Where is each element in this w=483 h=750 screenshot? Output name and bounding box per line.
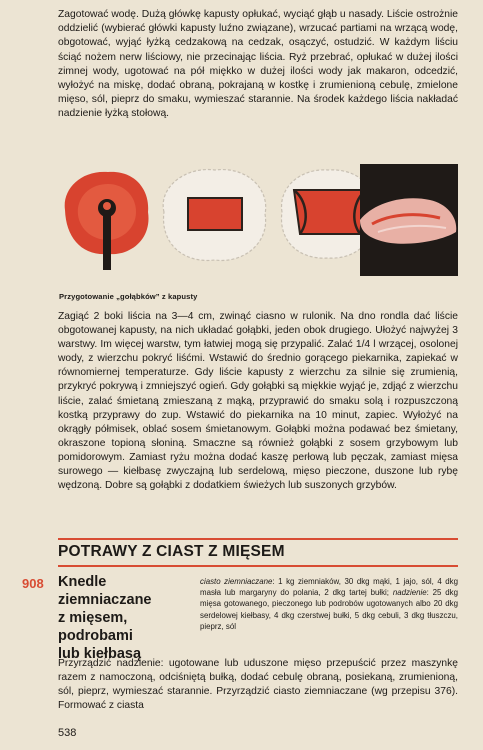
ingredients-label-filling: nadzienie bbox=[392, 588, 427, 598]
section-rule-top bbox=[58, 538, 458, 540]
body-paragraph-3: Przyrządzić nadzienie: ugotowane lub uduszone mięso przepuścić przez maszynkę razem z namoczoną, odciśniętą bułką, dodać cebulę obraną, posiekaną, zrumienioną, sól, pieprz, wymieszać starannie. Przyrządzić ciasto ziemniaczane (wg przepisu 376). Formować z ciasta bbox=[58, 658, 458, 712]
ingredients-label-dough: ciasto ziemniaczane bbox=[200, 577, 273, 586]
ingredients-dough: : 1 kg ziemniaków, 30 dkg mąki, 1 jajo, sól, 4 dkg masła lub margaryny do polania, 2 dkg tartej bułki; bbox=[200, 577, 458, 598]
recipe-title-line: podrobami bbox=[58, 628, 133, 644]
illustration-caption: Przygotowanie „gołąbków” z kapusty bbox=[59, 292, 198, 301]
recipe-title-line: z mięsem, bbox=[58, 610, 128, 626]
recipe-title-line: ziemniaczane bbox=[58, 592, 152, 608]
ingredients-filling: : 25 dkg mięsa gotowanego, pieczonego lub podrobów ugotowanych albo 20 dkg serdelowej kiełbasy, 4 dkg czerstwej bułki, 5 dkg cebuli, 3 dkg tłuszczu, pieprz, sól bbox=[200, 588, 458, 631]
ingredients-list bbox=[200, 576, 458, 632]
step1-cabbage-leaf-with-spoon-icon bbox=[65, 172, 149, 270]
recipe-title-line: Knedle bbox=[58, 574, 107, 590]
step2-leaf-with-filling-icon bbox=[163, 170, 266, 261]
recipe-number: 908 bbox=[22, 576, 44, 591]
section-title: POTRAWY Z CIAST Z MIĘSEM bbox=[58, 543, 285, 560]
step4-rolled-cabbage-icon bbox=[360, 164, 458, 276]
recipe-title bbox=[58, 573, 178, 663]
illustration-strip bbox=[60, 160, 460, 280]
recipe-title-line: lub kiełbasą bbox=[58, 646, 142, 662]
body-paragraph-1: Zagotować wodę. Dużą główkę kapusty opłukać, wyciąć głąb u nasady. Liście ostrożnie oddzielić (wybierać główki kapusty luźno związane), wrzucać partiami na wrzącą wodę, obgotować, wyjąć łyżką cedzakową na cedzak, osączyć, ostudzić. W każdym liściu ściąć nożem nerw liściowy, nie przecinając liścia. Ryż przebrać, opłukać w dużej ilości zimnej wody, ugotować na pół miękko w dużej ilości wody jak makaron, odcedzić, wyłożyć na miskę, dodać obraną, pokrajaną w kostkę i zrumienioną cebulę, zmielone mięso, sól, pieprz do smaku, wymieszać starannie. Na środek każdego liścia nakładać nadzienie łyżką stołową. bbox=[58, 9, 458, 120]
section-rule-bottom bbox=[58, 565, 458, 567]
body-paragraph-2: Zagiąć 2 boki liścia na 3—4 cm, zwinąć ciasno w rulonik. Na dno rondla dać liście obgotowanej kapusty, na nich układać gołąbki, jeden obok drugiego. Ułożyć najwyżej 3 warstwy. Im więcej warstw, tym łatwiej mogą się przypalić. Zalać 1/4 l wrzącej, osolonej wody, z wierzchu pokryć liśćmi. Wstawić do średnio gorącego piekarnika, zapiekać w równomiernej temperaturze. Gdy liście kapusty z wierzchu za silnie się zrumienią, przykryć pokrywą i zmniejszyć ogień. Gdy gołąbki są miękkie wyjąć je, zdjąć z wierzchu liście, zalać śmietaną zmieszaną z mąką, przyprawić do smaku solą i rozpuszczoną kostką przyprawy do zup. Wstawić do piekarnika na 10 minut, zapiec. Wyłożyć na okrągły półmisek, oblać sosem śmietanowym. Gołąbki można podawać bez śmietany, okraszone topioną słoniną. Smaczne są również gołąbki z sosem grzybowym lub pomidorowym. Zamiast ryżu można dodać kaszę perłową lub pęczak, zamiast mięsa surowego — kiełbasę zwyczajną lub serdelową, mięso pieczone, duszone lub rybę wędzoną. Dobre są gołąbki z dodatkiem świeżych lub suszonych grzybów. bbox=[58, 311, 458, 492]
page-number: 538 bbox=[58, 727, 77, 739]
